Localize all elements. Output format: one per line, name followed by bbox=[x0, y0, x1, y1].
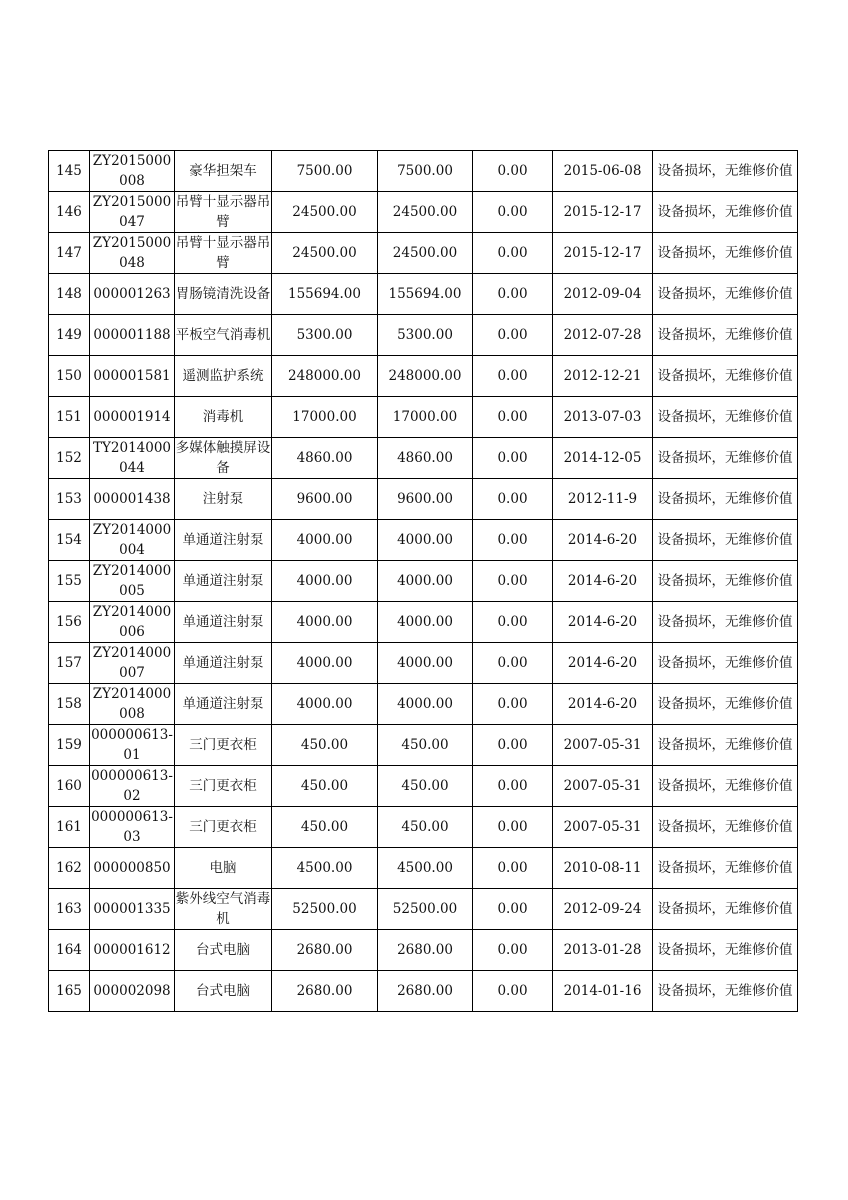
original-value: 4000.00 bbox=[272, 602, 378, 643]
original-value: 4000.00 bbox=[272, 643, 378, 684]
asset-disposal-table bbox=[48, 150, 798, 1012]
residual-value: 0.00 bbox=[473, 356, 553, 397]
row-number: 153 bbox=[49, 479, 90, 520]
asset-code: 000000613-02 bbox=[90, 766, 175, 807]
table-row bbox=[49, 397, 798, 438]
table-body bbox=[49, 151, 798, 1012]
table-row bbox=[49, 561, 798, 602]
asset-code: ZY2014000008 bbox=[90, 684, 175, 725]
row-number: 155 bbox=[49, 561, 90, 602]
asset-name: 单通道注射泵 bbox=[175, 684, 272, 725]
disposal-remark: 设备损坏，无维修价值 bbox=[653, 848, 798, 889]
asset-name: 吊臂十显示器吊臂 bbox=[175, 233, 272, 274]
original-value: 248000.00 bbox=[272, 356, 378, 397]
asset-name: 遥测监护系统 bbox=[175, 356, 272, 397]
row-number: 148 bbox=[49, 274, 90, 315]
asset-code: ZY2014000005 bbox=[90, 561, 175, 602]
asset-code: 000001188 bbox=[90, 315, 175, 356]
disposal-remark: 设备损坏，无维修价值 bbox=[653, 930, 798, 971]
row-number: 147 bbox=[49, 233, 90, 274]
disposal-remark: 设备损坏，无维修价值 bbox=[653, 274, 798, 315]
asset-name: 注射泵 bbox=[175, 479, 272, 520]
acquisition-date: 2007-05-31 bbox=[553, 725, 653, 766]
residual-value: 0.00 bbox=[473, 479, 553, 520]
asset-name: 三门更衣柜 bbox=[175, 725, 272, 766]
table-row bbox=[49, 151, 798, 192]
row-number: 154 bbox=[49, 520, 90, 561]
acquisition-date: 2015-06-08 bbox=[553, 151, 653, 192]
asset-code: 000001612 bbox=[90, 930, 175, 971]
acquisition-date: 2014-6-20 bbox=[553, 684, 653, 725]
acquisition-date: 2014-01-16 bbox=[553, 971, 653, 1012]
disposal-remark: 设备损坏，无维修价值 bbox=[653, 356, 798, 397]
row-number: 158 bbox=[49, 684, 90, 725]
acquisition-date: 2014-6-20 bbox=[553, 520, 653, 561]
original-value: 24500.00 bbox=[272, 192, 378, 233]
original-value: 450.00 bbox=[272, 807, 378, 848]
table-row bbox=[49, 356, 798, 397]
asset-name: 台式电脑 bbox=[175, 930, 272, 971]
table-row bbox=[49, 233, 798, 274]
asset-name: 紫外线空气消毒机 bbox=[175, 889, 272, 930]
net-value: 4000.00 bbox=[378, 684, 473, 725]
net-value: 52500.00 bbox=[378, 889, 473, 930]
acquisition-date: 2013-07-03 bbox=[553, 397, 653, 438]
net-value: 5300.00 bbox=[378, 315, 473, 356]
residual-value: 0.00 bbox=[473, 438, 553, 479]
residual-value: 0.00 bbox=[473, 520, 553, 561]
asset-code: ZY2014000006 bbox=[90, 602, 175, 643]
residual-value: 0.00 bbox=[473, 192, 553, 233]
asset-name: 胃肠镜清洗设备 bbox=[175, 274, 272, 315]
net-value: 4000.00 bbox=[378, 561, 473, 602]
net-value: 4500.00 bbox=[378, 848, 473, 889]
disposal-remark: 设备损坏，无维修价值 bbox=[653, 684, 798, 725]
row-number: 146 bbox=[49, 192, 90, 233]
asset-name: 豪华担架车 bbox=[175, 151, 272, 192]
acquisition-date: 2012-09-24 bbox=[553, 889, 653, 930]
asset-code: 000001438 bbox=[90, 479, 175, 520]
net-value: 2680.00 bbox=[378, 971, 473, 1012]
asset-name: 消毒机 bbox=[175, 397, 272, 438]
asset-code: 000000613-01 bbox=[90, 725, 175, 766]
original-value: 7500.00 bbox=[272, 151, 378, 192]
asset-name: 单通道注射泵 bbox=[175, 643, 272, 684]
net-value: 7500.00 bbox=[378, 151, 473, 192]
asset-name: 三门更衣柜 bbox=[175, 807, 272, 848]
table-row bbox=[49, 725, 798, 766]
asset-code: ZY2015000047 bbox=[90, 192, 175, 233]
net-value: 450.00 bbox=[378, 725, 473, 766]
acquisition-date: 2014-12-05 bbox=[553, 438, 653, 479]
table-row bbox=[49, 438, 798, 479]
acquisition-date: 2014-6-20 bbox=[553, 602, 653, 643]
row-number: 160 bbox=[49, 766, 90, 807]
table-row bbox=[49, 602, 798, 643]
asset-code: ZY2015000008 bbox=[90, 151, 175, 192]
net-value: 2680.00 bbox=[378, 930, 473, 971]
table-row bbox=[49, 520, 798, 561]
row-number: 163 bbox=[49, 889, 90, 930]
acquisition-date: 2014-6-20 bbox=[553, 561, 653, 602]
net-value: 24500.00 bbox=[378, 233, 473, 274]
table-row bbox=[49, 889, 798, 930]
residual-value: 0.00 bbox=[473, 930, 553, 971]
asset-name: 单通道注射泵 bbox=[175, 602, 272, 643]
asset-name: 三门更衣柜 bbox=[175, 766, 272, 807]
net-value: 17000.00 bbox=[378, 397, 473, 438]
residual-value: 0.00 bbox=[473, 807, 553, 848]
asset-code: 000002098 bbox=[90, 971, 175, 1012]
disposal-remark: 设备损坏，无维修价值 bbox=[653, 561, 798, 602]
disposal-remark: 设备损坏，无维修价值 bbox=[653, 602, 798, 643]
asset-name: 单通道注射泵 bbox=[175, 520, 272, 561]
table-row bbox=[49, 848, 798, 889]
acquisition-date: 2012-11-9 bbox=[553, 479, 653, 520]
original-value: 4000.00 bbox=[272, 561, 378, 602]
original-value: 9600.00 bbox=[272, 479, 378, 520]
original-value: 17000.00 bbox=[272, 397, 378, 438]
original-value: 450.00 bbox=[272, 725, 378, 766]
original-value: 450.00 bbox=[272, 766, 378, 807]
asset-code: 000001335 bbox=[90, 889, 175, 930]
original-value: 2680.00 bbox=[272, 971, 378, 1012]
disposal-remark: 设备损坏，无维修价值 bbox=[653, 889, 798, 930]
asset-code: 000001263 bbox=[90, 274, 175, 315]
disposal-remark: 设备损坏，无维修价值 bbox=[653, 479, 798, 520]
original-value: 5300.00 bbox=[272, 315, 378, 356]
acquisition-date: 2015-12-17 bbox=[553, 192, 653, 233]
table-row bbox=[49, 643, 798, 684]
acquisition-date: 2014-6-20 bbox=[553, 643, 653, 684]
asset-name: 台式电脑 bbox=[175, 971, 272, 1012]
row-number: 157 bbox=[49, 643, 90, 684]
asset-code: 000000613-03 bbox=[90, 807, 175, 848]
original-value: 155694.00 bbox=[272, 274, 378, 315]
residual-value: 0.00 bbox=[473, 971, 553, 1012]
original-value: 4500.00 bbox=[272, 848, 378, 889]
original-value: 4860.00 bbox=[272, 438, 378, 479]
table-row bbox=[49, 192, 798, 233]
net-value: 155694.00 bbox=[378, 274, 473, 315]
residual-value: 0.00 bbox=[473, 274, 553, 315]
row-number: 159 bbox=[49, 725, 90, 766]
original-value: 24500.00 bbox=[272, 233, 378, 274]
disposal-remark: 设备损坏，无维修价值 bbox=[653, 397, 798, 438]
row-number: 149 bbox=[49, 315, 90, 356]
asset-code: 000000850 bbox=[90, 848, 175, 889]
residual-value: 0.00 bbox=[473, 315, 553, 356]
net-value: 4000.00 bbox=[378, 602, 473, 643]
disposal-remark: 设备损坏，无维修价值 bbox=[653, 643, 798, 684]
acquisition-date: 2010-08-11 bbox=[553, 848, 653, 889]
acquisition-date: 2007-05-31 bbox=[553, 766, 653, 807]
acquisition-date: 2012-09-04 bbox=[553, 274, 653, 315]
net-value: 24500.00 bbox=[378, 192, 473, 233]
row-number: 151 bbox=[49, 397, 90, 438]
acquisition-date: 2007-05-31 bbox=[553, 807, 653, 848]
asset-code: ZY2015000048 bbox=[90, 233, 175, 274]
net-value: 450.00 bbox=[378, 807, 473, 848]
acquisition-date: 2012-07-28 bbox=[553, 315, 653, 356]
net-value: 450.00 bbox=[378, 766, 473, 807]
residual-value: 0.00 bbox=[473, 561, 553, 602]
original-value: 52500.00 bbox=[272, 889, 378, 930]
asset-code: 000001581 bbox=[90, 356, 175, 397]
disposal-remark: 设备损坏，无维修价值 bbox=[653, 315, 798, 356]
table-row bbox=[49, 807, 798, 848]
acquisition-date: 2015-12-17 bbox=[553, 233, 653, 274]
asset-name: 多媒体触摸屏设备 bbox=[175, 438, 272, 479]
asset-name: 平板空气消毒机 bbox=[175, 315, 272, 356]
disposal-remark: 设备损坏，无维修价值 bbox=[653, 766, 798, 807]
disposal-remark: 设备损坏，无维修价值 bbox=[653, 725, 798, 766]
disposal-remark: 设备损坏，无维修价值 bbox=[653, 233, 798, 274]
residual-value: 0.00 bbox=[473, 725, 553, 766]
residual-value: 0.00 bbox=[473, 397, 553, 438]
row-number: 152 bbox=[49, 438, 90, 479]
residual-value: 0.00 bbox=[473, 643, 553, 684]
row-number: 162 bbox=[49, 848, 90, 889]
disposal-remark: 设备损坏，无维修价值 bbox=[653, 151, 798, 192]
original-value: 4000.00 bbox=[272, 520, 378, 561]
asset-name: 电脑 bbox=[175, 848, 272, 889]
row-number: 145 bbox=[49, 151, 90, 192]
original-value: 2680.00 bbox=[272, 930, 378, 971]
row-number: 156 bbox=[49, 602, 90, 643]
table-row bbox=[49, 930, 798, 971]
disposal-remark: 设备损坏，无维修价值 bbox=[653, 971, 798, 1012]
row-number: 164 bbox=[49, 930, 90, 971]
net-value: 4000.00 bbox=[378, 643, 473, 684]
residual-value: 0.00 bbox=[473, 684, 553, 725]
asset-code: TY2014000044 bbox=[90, 438, 175, 479]
table-row bbox=[49, 684, 798, 725]
table-row bbox=[49, 766, 798, 807]
net-value: 9600.00 bbox=[378, 479, 473, 520]
row-number: 150 bbox=[49, 356, 90, 397]
asset-code: ZY2014000004 bbox=[90, 520, 175, 561]
table-row bbox=[49, 315, 798, 356]
residual-value: 0.00 bbox=[473, 151, 553, 192]
table-row bbox=[49, 971, 798, 1012]
asset-name: 吊臂十显示器吊臂 bbox=[175, 192, 272, 233]
residual-value: 0.00 bbox=[473, 889, 553, 930]
residual-value: 0.00 bbox=[473, 848, 553, 889]
disposal-remark: 设备损坏，无维修价值 bbox=[653, 438, 798, 479]
asset-code: ZY2014000007 bbox=[90, 643, 175, 684]
original-value: 4000.00 bbox=[272, 684, 378, 725]
acquisition-date: 2012-12-21 bbox=[553, 356, 653, 397]
net-value: 248000.00 bbox=[378, 356, 473, 397]
residual-value: 0.00 bbox=[473, 602, 553, 643]
net-value: 4860.00 bbox=[378, 438, 473, 479]
asset-code: 000001914 bbox=[90, 397, 175, 438]
acquisition-date: 2013-01-28 bbox=[553, 930, 653, 971]
residual-value: 0.00 bbox=[473, 233, 553, 274]
row-number: 165 bbox=[49, 971, 90, 1012]
asset-name: 单通道注射泵 bbox=[175, 561, 272, 602]
disposal-remark: 设备损坏，无维修价值 bbox=[653, 807, 798, 848]
net-value: 4000.00 bbox=[378, 520, 473, 561]
disposal-remark: 设备损坏，无维修价值 bbox=[653, 192, 798, 233]
residual-value: 0.00 bbox=[473, 766, 553, 807]
row-number: 161 bbox=[49, 807, 90, 848]
disposal-remark: 设备损坏，无维修价值 bbox=[653, 520, 798, 561]
table-row bbox=[49, 479, 798, 520]
table-row bbox=[49, 274, 798, 315]
